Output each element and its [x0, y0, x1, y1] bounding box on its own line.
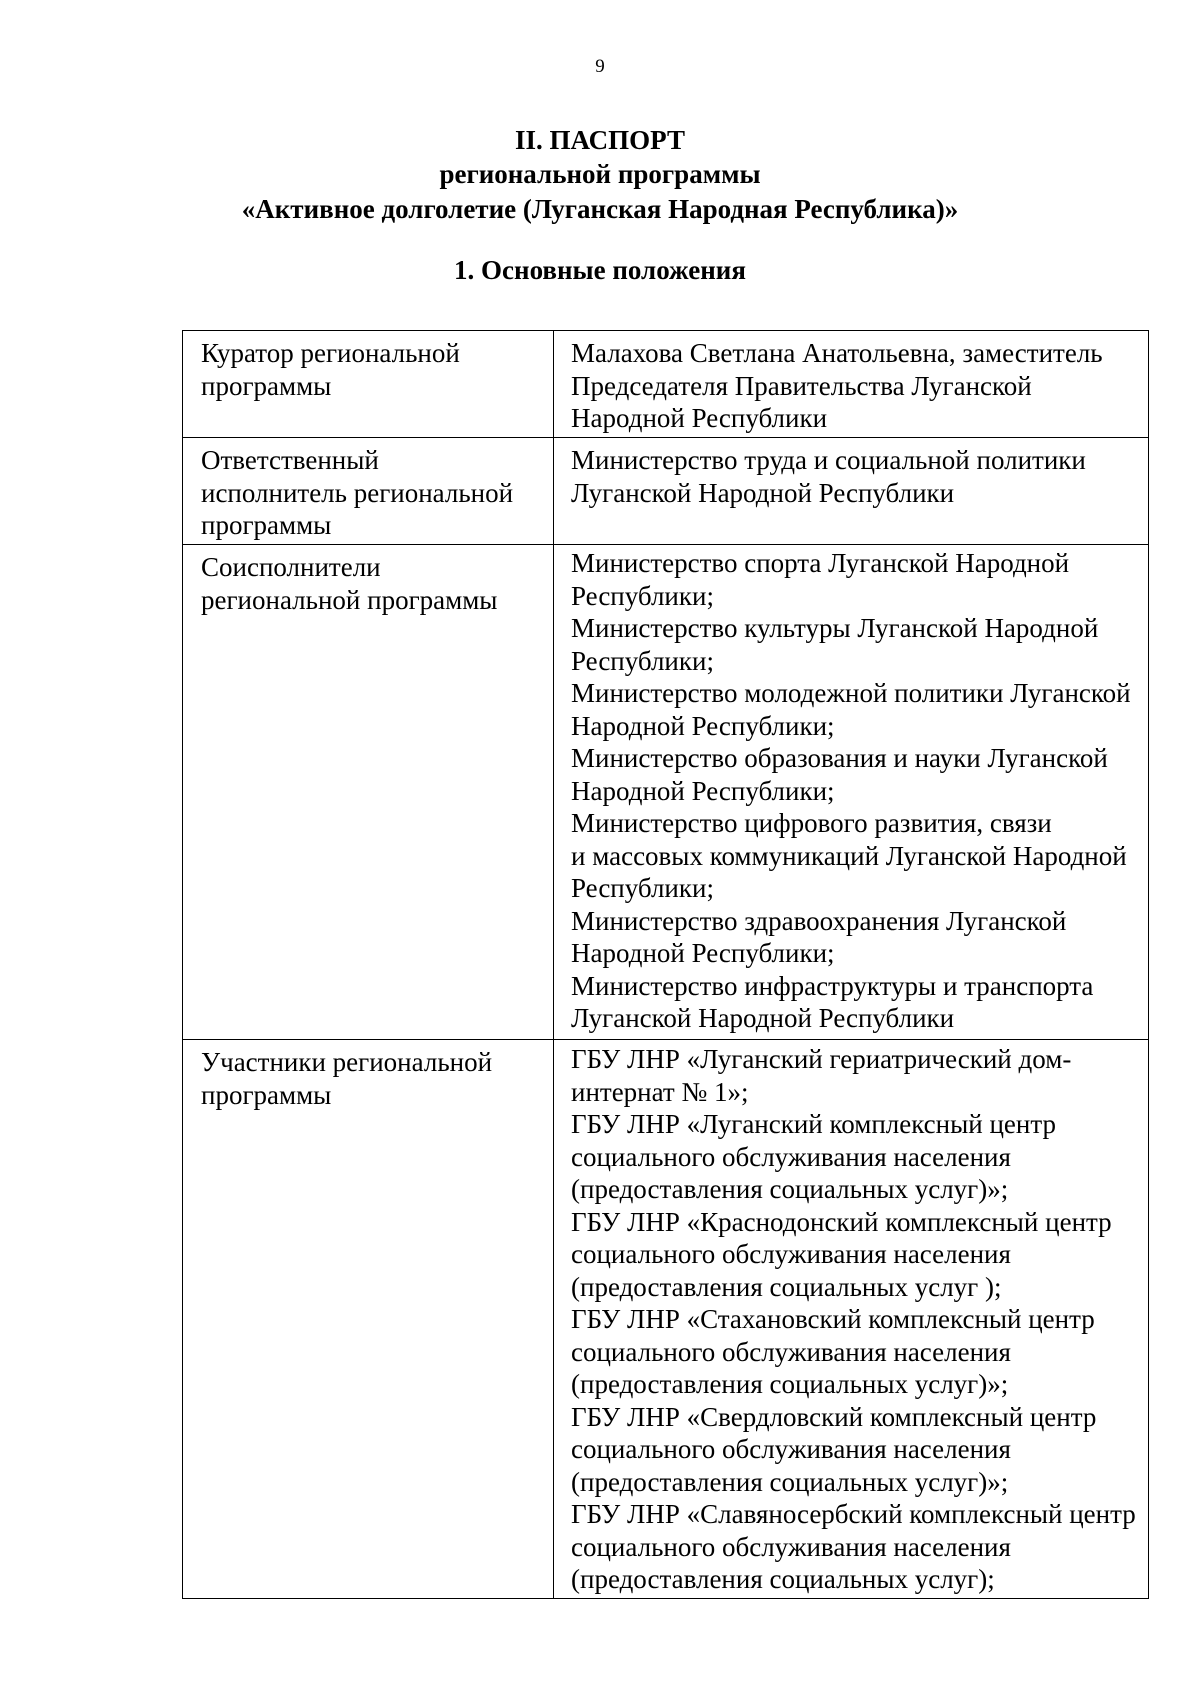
value-line: социального обслуживания населения	[571, 1141, 1011, 1172]
value-line: (предоставления социальных услуг)»;	[571, 1174, 1009, 1204]
value-line: Министерство спорта Луганской Народной	[571, 548, 1070, 578]
value-cell	[554, 1040, 1149, 1599]
program-name: «Активное долголетие (Луганская Народная Республика)»	[241, 194, 959, 224]
value-line: (предоставления социальных услуг);	[571, 1564, 995, 1594]
label-line: программы	[201, 1079, 332, 1110]
section-subtitle: региональной программы	[439, 159, 761, 189]
value-line: Народной Республики;	[571, 710, 835, 741]
passport-table	[182, 330, 1149, 1599]
label-cell	[183, 1040, 554, 1599]
table-row-curator	[183, 331, 1149, 438]
value-cell	[554, 331, 1149, 438]
value-line: (предоставления социальных услуг );	[571, 1271, 1002, 1302]
value-line: Министерство цифрового развития, связи	[571, 808, 1052, 838]
value-line: Министерство образования и науки Луганской	[571, 743, 1108, 773]
value-line: Министерство культуры Луганской Народной	[571, 613, 1099, 643]
label-line: Ответственный	[201, 445, 379, 475]
value-line: Народной Республики	[571, 403, 828, 433]
label-line: Соисполнители	[201, 552, 381, 582]
value-line: (предоставления социальных услуг)»;	[571, 1466, 1009, 1497]
value-line: Народной Республики;	[571, 775, 835, 806]
label-line: региональной программы	[201, 584, 498, 615]
label-cell	[183, 545, 554, 1040]
value-cell	[554, 545, 1149, 1040]
value-line: Республики;	[571, 580, 714, 611]
value-line: Министерство молодежной политики Луганской	[571, 678, 1131, 708]
label-cell	[183, 438, 554, 545]
subsection-title: 1. Основные положения	[454, 255, 746, 285]
label-line: Куратор региональной	[201, 338, 460, 368]
label-line: исполнитель региональной	[201, 477, 514, 508]
value-line: Луганской Народной Республики	[571, 477, 955, 508]
value-line: Народной Республики;	[571, 938, 835, 968]
value-line: Республики;	[571, 873, 714, 903]
table-row-participants	[183, 1040, 1149, 1599]
table-row-responsible	[183, 438, 1149, 545]
value-line: ГБУ ЛНР «Луганский гериатрический дом-	[571, 1044, 1072, 1074]
label-line: программы	[201, 370, 332, 401]
value-line: ГБУ ЛНР «Свердловский комплексный центр	[571, 1401, 1097, 1432]
value-line: Председателя Правительства Луганской	[571, 370, 1032, 401]
label-line: программы	[201, 510, 332, 540]
value-line: Малахова Светлана Анатольевна, заместитель	[571, 338, 1103, 368]
value-line: Министерство труда и социальной политики	[571, 445, 1086, 475]
value-line: Республики;	[571, 645, 714, 676]
value-line: социального обслуживания населения	[571, 1434, 1011, 1464]
value-line: социального обслуживания населения	[571, 1336, 1011, 1367]
value-line: ГБУ ЛНР «Луганский комплексный центр	[571, 1109, 1056, 1139]
value-line: ГБУ ЛНР «Краснодонский комплексный центр	[571, 1206, 1112, 1237]
label-line: Участники региональной	[201, 1047, 493, 1077]
value-line: и массовых коммуникаций Луганской Народной	[571, 840, 1127, 871]
value-line: социального обслуживания населения	[571, 1239, 1011, 1269]
value-line: социального обслуживания населения	[571, 1531, 1011, 1562]
table-row-coexecutors	[183, 545, 1149, 1040]
value-line: Луганской Народной Республики	[571, 1003, 955, 1033]
section-title: II. ПАСПОРТ	[514, 125, 685, 155]
page-number: 9	[595, 56, 605, 77]
value-cell	[554, 438, 1149, 545]
value-line: (предоставления социальных услуг)»;	[571, 1369, 1009, 1399]
value-line: интернат № 1»;	[571, 1076, 749, 1107]
value-line: ГБУ ЛНР «Славяносербский комплексный центр	[571, 1499, 1136, 1529]
value-line: Министерство здравоохранения Луганской	[571, 905, 1067, 936]
value-line: ГБУ ЛНР «Стахановский комплексный центр	[571, 1304, 1095, 1334]
label-cell	[183, 331, 554, 438]
value-line: Министерство инфраструктуры и транспорта	[571, 970, 1094, 1001]
